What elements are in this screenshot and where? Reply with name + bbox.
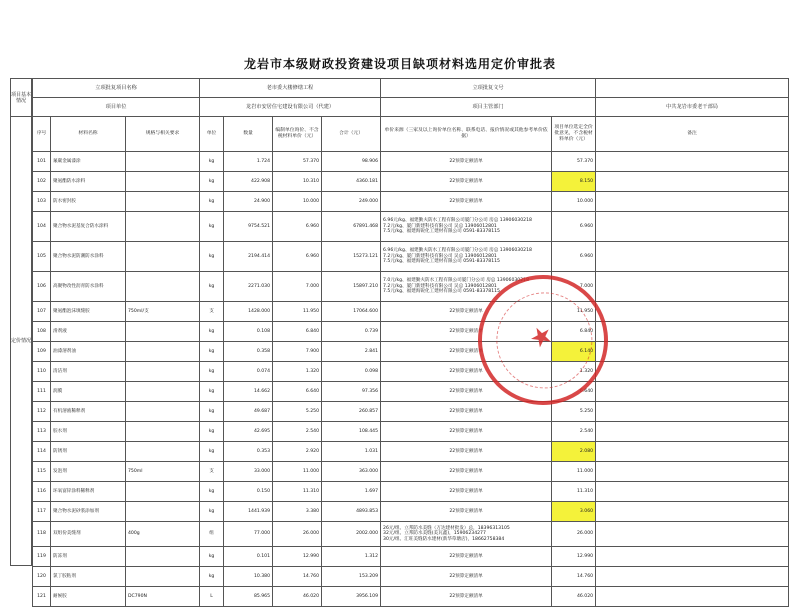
table-row — [33, 422, 789, 442]
cell-no: 120 — [33, 567, 51, 587]
cell-source: 22预算定额清单 — [381, 567, 552, 587]
table-row — [33, 172, 789, 192]
cell-approved: 2.080 — [552, 442, 596, 462]
cell-remark — [596, 482, 789, 502]
cell-bid-price: 11.310 — [273, 482, 322, 502]
cell-no: 115 — [33, 462, 51, 482]
cell-no: 116 — [33, 482, 51, 502]
cell-spec — [126, 482, 200, 502]
cell-no: 118 — [33, 522, 51, 547]
cell-bid-price: 26.000 — [273, 522, 322, 547]
cell-unit: kg — [200, 547, 224, 567]
header-row-project — [33, 79, 789, 98]
column-header-row — [33, 117, 789, 152]
cell-remark — [596, 212, 789, 242]
col-unit: 单位 — [200, 117, 224, 152]
table-row — [33, 192, 789, 212]
cell-spec — [126, 242, 200, 272]
cell-remark — [596, 382, 789, 402]
dept-value: 中共龙岩市委老干部局 — [596, 98, 789, 117]
cell-no: 114 — [33, 442, 51, 462]
cell-spec — [126, 382, 200, 402]
cell-total: 97.356 — [322, 382, 381, 402]
cell-source: 22预算定额清单 — [381, 587, 552, 607]
cell-unit: L — [200, 587, 224, 607]
cell-qty: 1428.000 — [224, 302, 273, 322]
cell-source: 6.96元/kg、福建勤夫防水工程有限公司厦门分公司 房总 13906030218 7.2元/kg、厦门新建科技有限公司 吴总 13906012801 7.5元/kg、福建海锐化工建材有限公司 0591-83378115 — [381, 212, 552, 242]
cell-material-name: 聚合物水泥基复合防水涂料 — [51, 212, 126, 242]
cell-bid-price: 11.000 — [273, 462, 322, 482]
cell-approved: 57.370 — [552, 152, 596, 172]
cell-bid-price: 1.320 — [273, 362, 322, 382]
cell-total: 2002.000 — [322, 522, 381, 547]
cell-bid-price: 10.000 — [273, 192, 322, 212]
col-total: 合计（元） — [322, 117, 381, 152]
table-row — [33, 522, 789, 547]
cell-unit: 组 — [200, 522, 224, 547]
cell-bid-price: 10.310 — [273, 172, 322, 192]
col-qty: 数量 — [224, 117, 273, 152]
cell-total: 260.857 — [322, 402, 381, 422]
cell-no: 102 — [33, 172, 51, 192]
cell-no: 106 — [33, 272, 51, 302]
cell-source: 22预算定额清单 — [381, 382, 552, 402]
cell-remark — [596, 522, 789, 547]
cell-spec: 400g — [126, 522, 200, 547]
side-label-column — [10, 78, 32, 566]
table-row — [33, 322, 789, 342]
cell-source: 22预算定额清单 — [381, 422, 552, 442]
cell-source: 22预算定额清单 — [381, 152, 552, 172]
cell-qty: 0.074 — [224, 362, 273, 382]
cell-no: 121 — [33, 587, 51, 607]
cell-bid-price: 57.370 — [273, 152, 322, 172]
cell-qty: 0.108 — [224, 322, 273, 342]
cell-source: 22预算定额清单 — [381, 442, 552, 462]
cell-approved: 11.310 — [552, 482, 596, 502]
col-source: 单价来源（三家及以上询价单位名称、联系电话、报价情况或其他参考单价依据） — [381, 117, 552, 152]
cell-spec — [126, 342, 200, 362]
cell-total: 67891.468 — [322, 212, 381, 242]
cell-approved: 46.020 — [552, 587, 596, 607]
cell-total: 15273.121 — [322, 242, 381, 272]
cell-bid-price: 12.990 — [273, 547, 322, 567]
cell-bid-price: 3.380 — [273, 502, 322, 522]
cell-qty: 2271.030 — [224, 272, 273, 302]
cell-remark — [596, 152, 789, 172]
cell-bid-price: 46.020 — [273, 587, 322, 607]
cell-total: 3956.109 — [322, 587, 381, 607]
cell-approved: 7.000 — [552, 272, 596, 302]
side-label-pricing: 定价情况 — [11, 117, 32, 566]
cell-material-name: 防水密封胶 — [51, 192, 126, 212]
cell-approved: 12.990 — [552, 547, 596, 567]
cell-unit: kg — [200, 192, 224, 212]
table-row — [33, 482, 789, 502]
cell-source: 22预算定额清单 — [381, 192, 552, 212]
cell-no: 109 — [33, 342, 51, 362]
cell-total: 1.697 — [322, 482, 381, 502]
cell-remark — [596, 362, 789, 382]
cell-no: 113 — [33, 422, 51, 442]
cell-spec — [126, 192, 200, 212]
cell-spec — [126, 502, 200, 522]
cell-material-name: 胶水剂 — [51, 422, 126, 442]
approval-doc-value — [596, 79, 789, 98]
cell-remark — [596, 172, 789, 192]
cell-material-name: 油漆溶剂油 — [51, 342, 126, 362]
cell-remark — [596, 587, 789, 607]
table-row — [33, 567, 789, 587]
cell-qty: 1441.939 — [224, 502, 273, 522]
cell-spec — [126, 567, 200, 587]
cell-spec — [126, 422, 200, 442]
table-row — [33, 547, 789, 567]
cell-qty: 85.965 — [224, 587, 273, 607]
cell-no: 107 — [33, 302, 51, 322]
cell-no: 112 — [33, 402, 51, 422]
cell-spec — [126, 152, 200, 172]
cell-approved: 6.640 — [552, 382, 596, 402]
cell-bid-price: 2.540 — [273, 422, 322, 442]
unit-value: 龙岩市安居住宅建设有限公司（代建） — [200, 98, 381, 117]
cell-bid-price: 6.960 — [273, 242, 322, 272]
seal-star-icon: ★ — [524, 318, 559, 357]
cell-no: 111 — [33, 382, 51, 402]
cell-source: 22预算定额清单 — [381, 462, 552, 482]
cell-total: 0.739 — [322, 322, 381, 342]
cell-unit: kg — [200, 272, 224, 302]
cell-total: 4360.181 — [322, 172, 381, 192]
cell-unit: kg — [200, 482, 224, 502]
table-row — [33, 272, 789, 302]
cell-remark — [596, 502, 789, 522]
cell-unit: kg — [200, 422, 224, 442]
table-row — [33, 212, 789, 242]
unit-label: 项目单位 — [33, 98, 200, 117]
cell-remark — [596, 322, 789, 342]
cell-qty: 49.687 — [224, 402, 273, 422]
cell-source: 22预算定额清单 — [381, 172, 552, 192]
col-bid-price: 编制单位询价、不含税材料单价（元） — [273, 117, 322, 152]
cell-source: 22预算定额清单 — [381, 482, 552, 502]
cell-bid-price: 7.000 — [273, 272, 322, 302]
cell-qty: 2194.414 — [224, 242, 273, 272]
cell-remark — [596, 442, 789, 462]
cell-source: 22预算定额清单 — [381, 502, 552, 522]
cell-material-name: 聚氨酯泡沫填缝胶 — [51, 302, 126, 322]
cell-spec — [126, 402, 200, 422]
cell-qty: 0.353 — [224, 442, 273, 462]
cell-material-name: 环氧富锌涂料稀释剂 — [51, 482, 126, 502]
cell-source: 22预算定额清单 — [381, 547, 552, 567]
col-remark: 备注 — [596, 117, 789, 152]
cell-spec — [126, 212, 200, 242]
table-row — [33, 302, 789, 322]
cell-material-name: 润膜 — [51, 382, 126, 402]
cell-qty: 14.662 — [224, 382, 273, 402]
cell-no: 119 — [33, 547, 51, 567]
cell-bid-price: 14.760 — [273, 567, 322, 587]
approval-sheet — [10, 0, 790, 599]
cell-approved: 6.140 — [552, 342, 596, 362]
project-name-label: 立项批复项目名称 — [33, 79, 200, 98]
cell-source: 22预算定额清单 — [381, 402, 552, 422]
cell-spec: DC790N — [126, 587, 200, 607]
cell-unit: kg — [200, 152, 224, 172]
cell-unit: kg — [200, 212, 224, 242]
cell-approved: 14.760 — [552, 567, 596, 587]
cell-no: 108 — [33, 322, 51, 342]
cell-material-name: 高聚物改性沥青防水涂料 — [51, 272, 126, 302]
side-label-project-info: 项目基本情况 — [11, 79, 32, 117]
table-row — [33, 152, 789, 172]
cell-spec — [126, 172, 200, 192]
cell-approved: 8.150 — [552, 172, 596, 192]
cell-approved: 6.960 — [552, 212, 596, 242]
table-row — [33, 587, 789, 607]
cell-approved: 11.950 — [552, 302, 596, 322]
cell-bid-price: 2.920 — [273, 442, 322, 462]
cell-material-name: 发泡剂 — [51, 462, 126, 482]
cell-unit: kg — [200, 567, 224, 587]
cell-total: 363.000 — [322, 462, 381, 482]
cell-total: 17064.600 — [322, 302, 381, 322]
cell-remark — [596, 342, 789, 362]
cell-approved: 2.540 — [552, 422, 596, 442]
cell-spec — [126, 362, 200, 382]
cell-spec: 750ml/支 — [126, 302, 200, 322]
cell-approved: 26.000 — [552, 522, 596, 547]
cell-no: 104 — [33, 212, 51, 242]
table-row — [33, 462, 789, 482]
cell-total: 15897.210 — [322, 272, 381, 302]
cell-material-name: 氯丁胶粘剂 — [51, 567, 126, 587]
cell-unit: kg — [200, 322, 224, 342]
cell-unit: kg — [200, 242, 224, 272]
cell-source: 22预算定额清单 — [381, 342, 552, 362]
cell-approved: 11.000 — [552, 462, 596, 482]
cell-no: 117 — [33, 502, 51, 522]
cell-material-name: 有机溶液稀释剂 — [51, 402, 126, 422]
table-row — [33, 382, 789, 402]
cell-approved: 6.960 — [552, 242, 596, 272]
cell-bid-price: 5.250 — [273, 402, 322, 422]
cell-bid-price: 6.840 — [273, 322, 322, 342]
cell-spec — [126, 547, 200, 567]
cell-material-name: 防冻剂 — [51, 547, 126, 567]
cell-material-name: 清洁剂 — [51, 362, 126, 382]
cell-bid-price: 7.900 — [273, 342, 322, 362]
cell-unit: kg — [200, 382, 224, 402]
cell-no: 103 — [33, 192, 51, 212]
cell-material-name: 滑剂液 — [51, 322, 126, 342]
cell-qty: 9754.521 — [224, 212, 273, 242]
cell-bid-price: 6.960 — [273, 212, 322, 242]
cell-qty: 42.695 — [224, 422, 273, 442]
col-approved: 项目单位选定全价批意见，不含税材料单价（元） — [552, 117, 596, 152]
cell-unit: 支 — [200, 462, 224, 482]
cell-remark — [596, 547, 789, 567]
cell-qty: 0.150 — [224, 482, 273, 502]
cell-source: 6.96元/kg、福建勤夫防水工程有限公司厦门分公司 房总 13906030218 7.2元/kg、厦门新建科技有限公司 吴总 13906012801 7.5元/kg、福建海锐化工建材有限公司 0591-83378115 — [381, 242, 552, 272]
cell-bid-price: 6.640 — [273, 382, 322, 402]
cell-remark — [596, 192, 789, 212]
cell-total: 98.906 — [322, 152, 381, 172]
cell-total: 4893.853 — [322, 502, 381, 522]
cell-material-name: 双组份美缝剂 — [51, 522, 126, 547]
pricing-table — [32, 78, 789, 607]
cell-qty: 77.000 — [224, 522, 273, 547]
cell-spec — [126, 322, 200, 342]
cell-approved: 10.000 — [552, 192, 596, 212]
cell-unit: kg — [200, 342, 224, 362]
cell-qty: 10.380 — [224, 567, 273, 587]
cell-approved: 5.250 — [552, 402, 596, 422]
cell-qty: 33.000 — [224, 462, 273, 482]
cell-remark — [596, 422, 789, 442]
dept-label: 项目主管部门 — [381, 98, 596, 117]
cell-total: 153.209 — [322, 567, 381, 587]
cell-qty: 422.908 — [224, 172, 273, 192]
table-row — [33, 362, 789, 382]
cell-unit: kg — [200, 502, 224, 522]
cell-total: 0.098 — [322, 362, 381, 382]
cell-total: 249.000 — [322, 192, 381, 212]
header-row-unit — [33, 98, 789, 117]
cell-unit: kg — [200, 362, 224, 382]
cell-unit: 支 — [200, 302, 224, 322]
cell-approved: 3.060 — [552, 502, 596, 522]
cell-material-name: 聚合物水泥砂浆添加剂 — [51, 502, 126, 522]
col-name: 材料名称 — [51, 117, 126, 152]
table-row — [33, 502, 789, 522]
cell-source: 22预算定额清单 — [381, 302, 552, 322]
col-no: 序号 — [33, 117, 51, 152]
approval-doc-label: 立项批复文号 — [381, 79, 596, 98]
cell-total: 108.445 — [322, 422, 381, 442]
cell-source: 22预算定额清单 — [381, 362, 552, 382]
cell-no: 101 — [33, 152, 51, 172]
cell-source: 7.0元/kg、福建勤夫防水工程有限公司厦门分公司 房总 13906030218 7.2元/kg、厦门新建科技有限公司 吴总 13906012801 7.5元/kg、福建海锐化工建材有限公司 0591-83378115 — [381, 272, 552, 302]
cell-unit: kg — [200, 402, 224, 422]
cell-material-name: 防锈剂 — [51, 442, 126, 462]
cell-remark — [596, 567, 789, 587]
cell-total: 1.312 — [322, 547, 381, 567]
cell-remark — [596, 242, 789, 272]
cell-bid-price: 11.950 — [273, 302, 322, 322]
cell-total: 2.841 — [322, 342, 381, 362]
cell-qty: 1.724 — [224, 152, 273, 172]
col-spec: 规格与相关要求 — [126, 117, 200, 152]
cell-approved: 1.320 — [552, 362, 596, 382]
cell-material-name: 耐候胶 — [51, 587, 126, 607]
cell-material-name: 氟碳金属漆涂 — [51, 152, 126, 172]
cell-total: 1.031 — [322, 442, 381, 462]
cell-spec — [126, 442, 200, 462]
cell-no: 110 — [33, 362, 51, 382]
cell-remark — [596, 402, 789, 422]
cell-unit: kg — [200, 172, 224, 192]
table-row — [33, 442, 789, 462]
cell-qty: 0.358 — [224, 342, 273, 362]
cell-source: 22预算定额清单 — [381, 322, 552, 342]
cell-remark — [596, 462, 789, 482]
cell-qty: 0.101 — [224, 547, 273, 567]
cell-material-name: 聚氨酯防水涂料 — [51, 172, 126, 192]
project-name-value: 老市委大楼修缮工程 — [200, 79, 381, 98]
cell-unit: kg — [200, 442, 224, 462]
cell-approved: 6.840 — [552, 322, 596, 342]
cell-remark — [596, 302, 789, 322]
cell-spec: 750ml — [126, 462, 200, 482]
cell-qty: 24.900 — [224, 192, 273, 212]
page-title: 龙岩市本级财政投资建设项目缺项材料选用定价审批表 — [243, 57, 556, 71]
cell-spec — [126, 272, 200, 302]
table-row — [33, 402, 789, 422]
cell-material-name: 聚合物水泥防潮防水涂料 — [51, 242, 126, 272]
cell-remark — [596, 272, 789, 302]
cell-no: 105 — [33, 242, 51, 272]
table-row — [33, 242, 789, 272]
cell-source: 26元/组、立邦防水美缝（万达建材批发）总，18396313105 32元/组、立邦防水美缝(美瓦鑫)，15906234277 30元/组、汇旺美缝防水建材(新华草塘店)，18662758384 — [381, 522, 552, 547]
table-row — [33, 342, 789, 362]
